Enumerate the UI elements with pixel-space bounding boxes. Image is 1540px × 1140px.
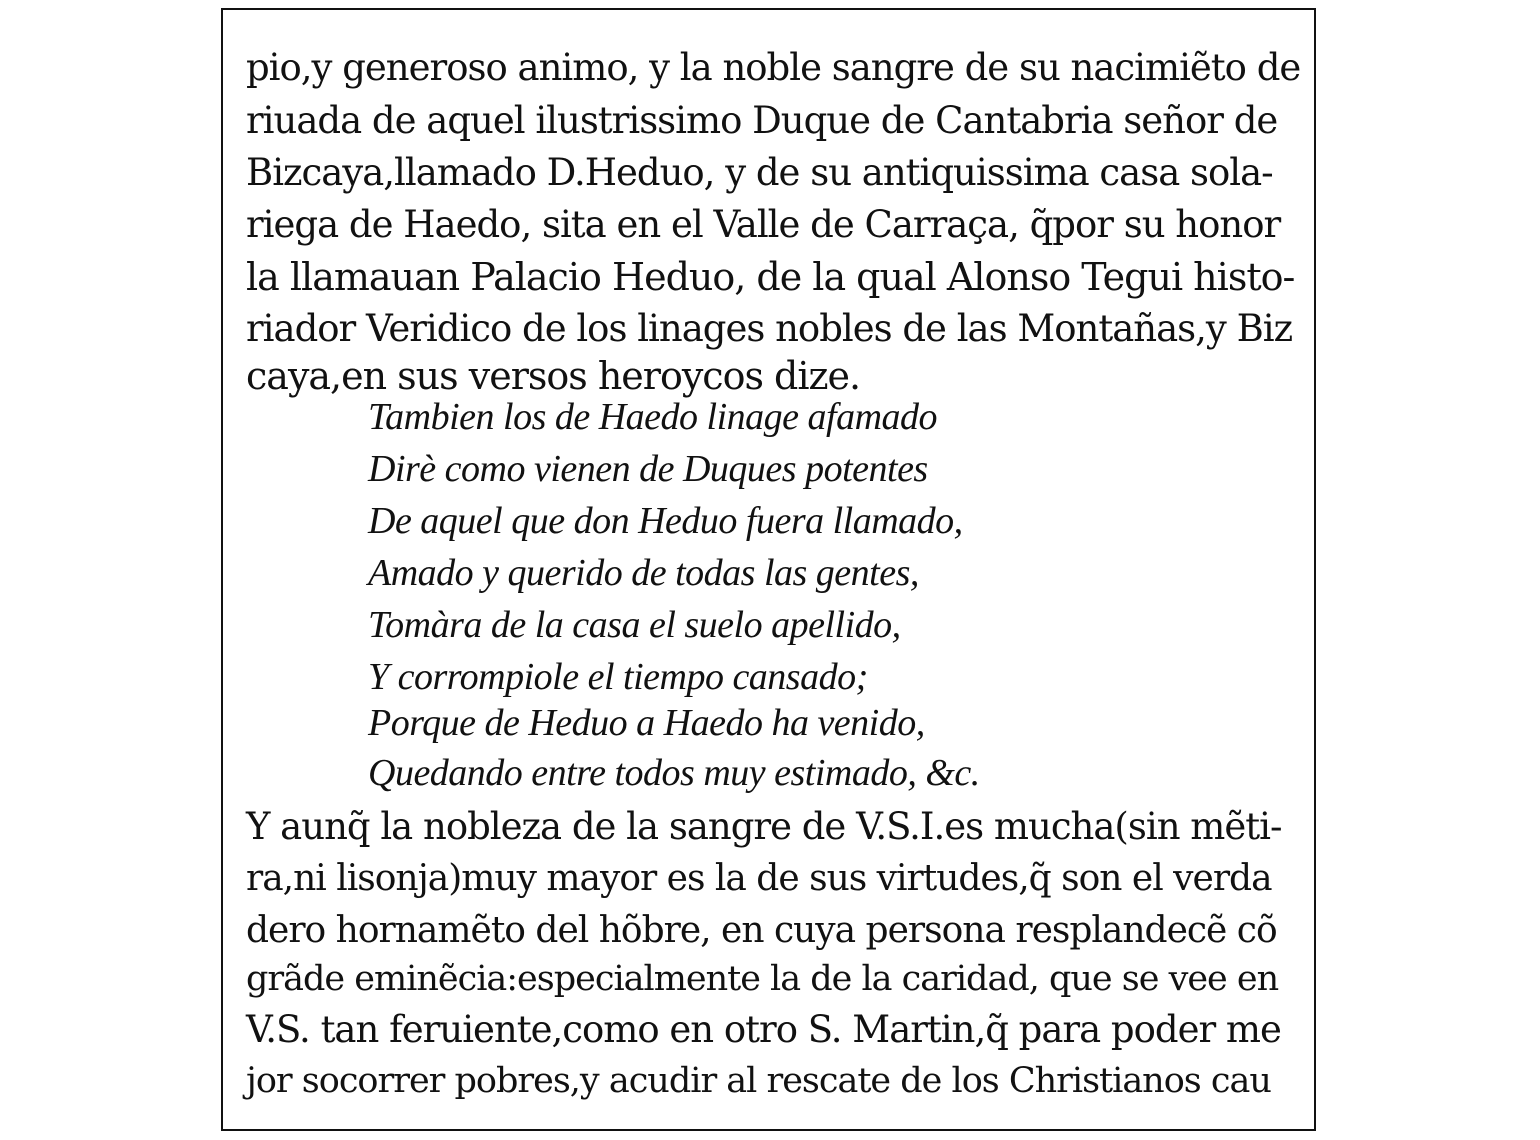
verse-line: Amado y querido de todas las gentes, bbox=[368, 552, 919, 594]
verse-line: Dirè como vienen de Duques potentes bbox=[368, 448, 928, 490]
prose-line: jor socorrer pobres,y acudir al rescate de los Christianos cau bbox=[246, 1061, 1271, 1101]
verse-line: Y corrompiole el tiempo cansado; bbox=[368, 656, 868, 698]
verse-line: Porque de Heduo a Haedo ha venido, bbox=[368, 702, 925, 744]
verse-line: De aquel que don Heduo fuera llamado, bbox=[368, 500, 963, 542]
prose-line: riador Veridico de los linages nobles de las Montañas,y Biz bbox=[246, 307, 1293, 350]
prose-line: riega de Haedo, sita en el Valle de Carraça, q̃por su honor bbox=[246, 203, 1281, 246]
prose-line: dero hornamẽto del hõbre, en cuya persona resplandecẽ cõ bbox=[246, 910, 1277, 951]
prose-line: Bizcaya,llamado D.Heduo, y de su antiquissima casa sola- bbox=[246, 151, 1273, 194]
prose-line: pio,y generoso animo, y la noble sangre de su nacimiẽto de bbox=[246, 46, 1301, 89]
prose-line: riuada de aquel ilustrissimo Duque de Cantabria señor de bbox=[246, 99, 1278, 142]
verse-line: Quedando entre todos muy estimado, &c. bbox=[368, 752, 980, 794]
prose-line: ra,ni lisonja)muy mayor es la de sus virtudes,q̃ son el verda bbox=[246, 858, 1272, 899]
verse-line: Tambien los de Haedo linage afamado bbox=[368, 396, 938, 438]
prose-line: grãde eminẽcia:especialmente la de la caridad, que se vee en bbox=[246, 959, 1279, 999]
verse-line: Tomàra de la casa el suelo apellido, bbox=[368, 604, 901, 646]
prose-line: caya,en sus versos heroycos dize. bbox=[246, 354, 861, 398]
prose-line: la llamauan Palacio Heduo, de la qual Alonso Tegui histo- bbox=[246, 255, 1295, 299]
prose-line: V.S. tan feruiente,como en otro S. Martin,q̃ para poder me bbox=[246, 1008, 1281, 1051]
prose-line: Y aunq̃ la nobleza de la sangre de V.S.I.es mucha(sin mẽti- bbox=[246, 805, 1282, 848]
